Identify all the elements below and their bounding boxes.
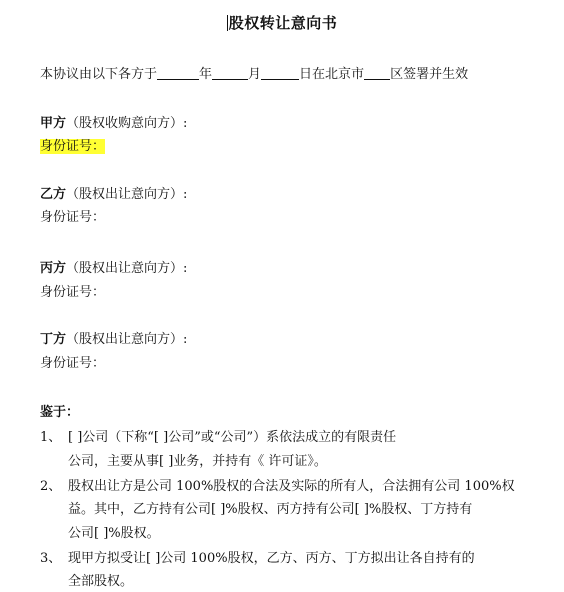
text-cursor: [227, 15, 228, 31]
whereas-item-2-line-1: 股权出让方是公司 100%股权的合法及实际的所有人，合法拥有公司 100%权: [68, 479, 515, 494]
party-a-id: [40, 135, 105, 154]
whereas-item-3-line-2: 全部股权。: [68, 574, 134, 589]
whereas-item-2-line-3: 公司[ ]%股权。: [68, 526, 160, 541]
party-b-id: 身份证号：: [40, 210, 106, 225]
whereas-item-3-number: 3、: [40, 551, 62, 566]
party-d-line: 丁方（股权出让意向方）:: [40, 332, 188, 347]
whereas-item-1-line-2: 公司，主要从事[ ]业务，并持有《 许可证》。: [68, 454, 327, 469]
whereas-item-1-number: 1、: [40, 430, 62, 445]
whereas-item-2-line-2: 益。其中，乙方持有公司[ ]%股权、丙方持有公司[ ]%股权、丁方持有: [68, 502, 473, 517]
whereas-item-2-number: 2、: [40, 479, 62, 494]
party-a-line: 甲方（股权收购意向方）:: [40, 116, 188, 131]
document-title: 股权转让意向书: [228, 14, 338, 32]
blank-district[interactable]: [364, 66, 390, 80]
party-c-id: 身份证号：: [40, 285, 106, 300]
party-b-line: 乙方（股权出让意向方）:: [40, 187, 188, 202]
highlighted-id-label: 身份证号：: [40, 139, 106, 154]
blank-day[interactable]: [261, 66, 299, 80]
whereas-heading: 鉴于：: [40, 405, 80, 420]
blank-month[interactable]: [212, 66, 248, 80]
intro-line: 本协议由以下各方于 年 月 日在北京市 区签署并生效: [40, 67, 469, 82]
party-d-id: 身份证号：: [40, 356, 106, 371]
whereas-item-1-line-1: [ ]公司（下称“[ ]公司”或“公司”）系依法成立的有限责任: [68, 430, 397, 445]
blank-year[interactable]: [157, 66, 199, 80]
whereas-item-3-line-1: 现甲方拟受让[ ]公司 100%股权，乙方、丙方、丁方拟出让各自持有的: [68, 551, 475, 566]
party-c-line: 丙方（股权出让意向方）:: [40, 261, 188, 276]
